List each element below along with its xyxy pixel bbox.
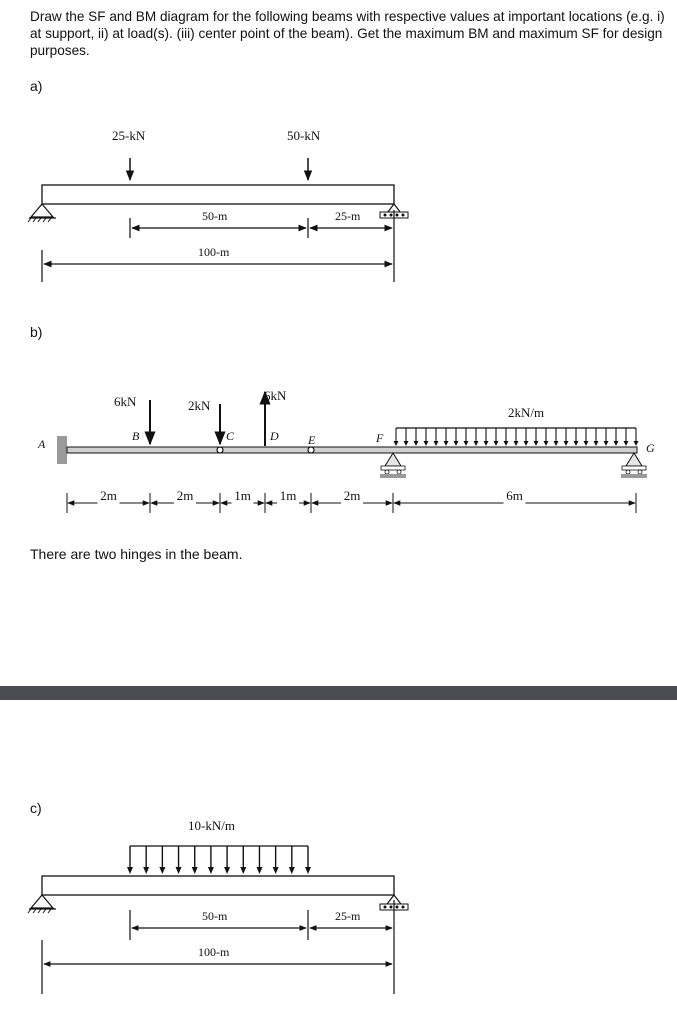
span-label: 2m — [343, 488, 361, 503]
point-label-d: D — [270, 429, 279, 443]
beam-b — [67, 447, 637, 453]
hinge-c — [217, 447, 223, 453]
beam-c — [42, 876, 394, 895]
span-label: 6m — [506, 488, 523, 503]
point-label-g: G — [646, 441, 655, 455]
dimension-label-50m-c: 50-m — [202, 909, 228, 923]
dimension-label-25m: 25-m — [335, 209, 361, 223]
part-a-label: a) — [30, 78, 43, 94]
beam-a — [42, 185, 394, 204]
part-c-label: c) — [30, 800, 42, 816]
dimension-label-25m-c: 25-m — [335, 909, 361, 923]
udl-arrows-c — [127, 846, 311, 874]
udl-label-2kn-m: 2kN/m — [508, 405, 545, 420]
load-label-2kn: 2kN — [188, 398, 211, 413]
pin-support-left — [28, 204, 56, 222]
hinge-note: There are two hinges in the beam. — [30, 546, 243, 562]
roller-support-f — [380, 453, 406, 478]
load-label-6kn-b: 6kN — [114, 394, 137, 409]
hinge-e — [308, 447, 314, 453]
span-label: 1m — [234, 488, 251, 503]
question-text: Draw the SF and BM diagram for the following beams with respective values at important locations (e.g. i) at support, ii) at load(s). (iii) center point of the beam). Get the maximum BM and maximum SF for design purposes. — [30, 9, 665, 58]
dimension-label-100m-c: 100-m — [198, 945, 230, 959]
udl-arrows-b — [394, 428, 639, 446]
span-label: 1m — [279, 488, 297, 503]
udl-label-10kn-m: 10-kN/m — [188, 818, 235, 833]
load-label-6kn-d: 6kN — [264, 388, 287, 403]
pin-support-left-c — [28, 895, 56, 913]
point-label-f: F — [376, 431, 384, 445]
fixed-support-a — [57, 436, 67, 464]
load-label-50kn: 50-kN — [287, 128, 321, 143]
dimension-label-50m: 50-m — [202, 209, 228, 223]
span-label: 2m — [100, 488, 117, 503]
beam-c-diagram — [0, 800, 677, 1010]
span-dimensions-b — [67, 488, 636, 513]
point-label-b: B — [132, 429, 140, 443]
point-label-e: E — [308, 433, 316, 447]
part-b-label: b) — [30, 324, 43, 340]
beam-a-diagram — [0, 0, 677, 300]
point-label-c: C — [226, 429, 235, 443]
load-label-25kn: 25-kN — [112, 128, 146, 143]
section-divider — [0, 686, 677, 700]
beam-b-diagram — [0, 370, 677, 530]
span-label: 2m — [176, 488, 194, 503]
dimension-label-100m: 100-m — [198, 245, 230, 259]
point-label-a: A — [38, 437, 46, 451]
roller-support-g — [621, 453, 647, 478]
